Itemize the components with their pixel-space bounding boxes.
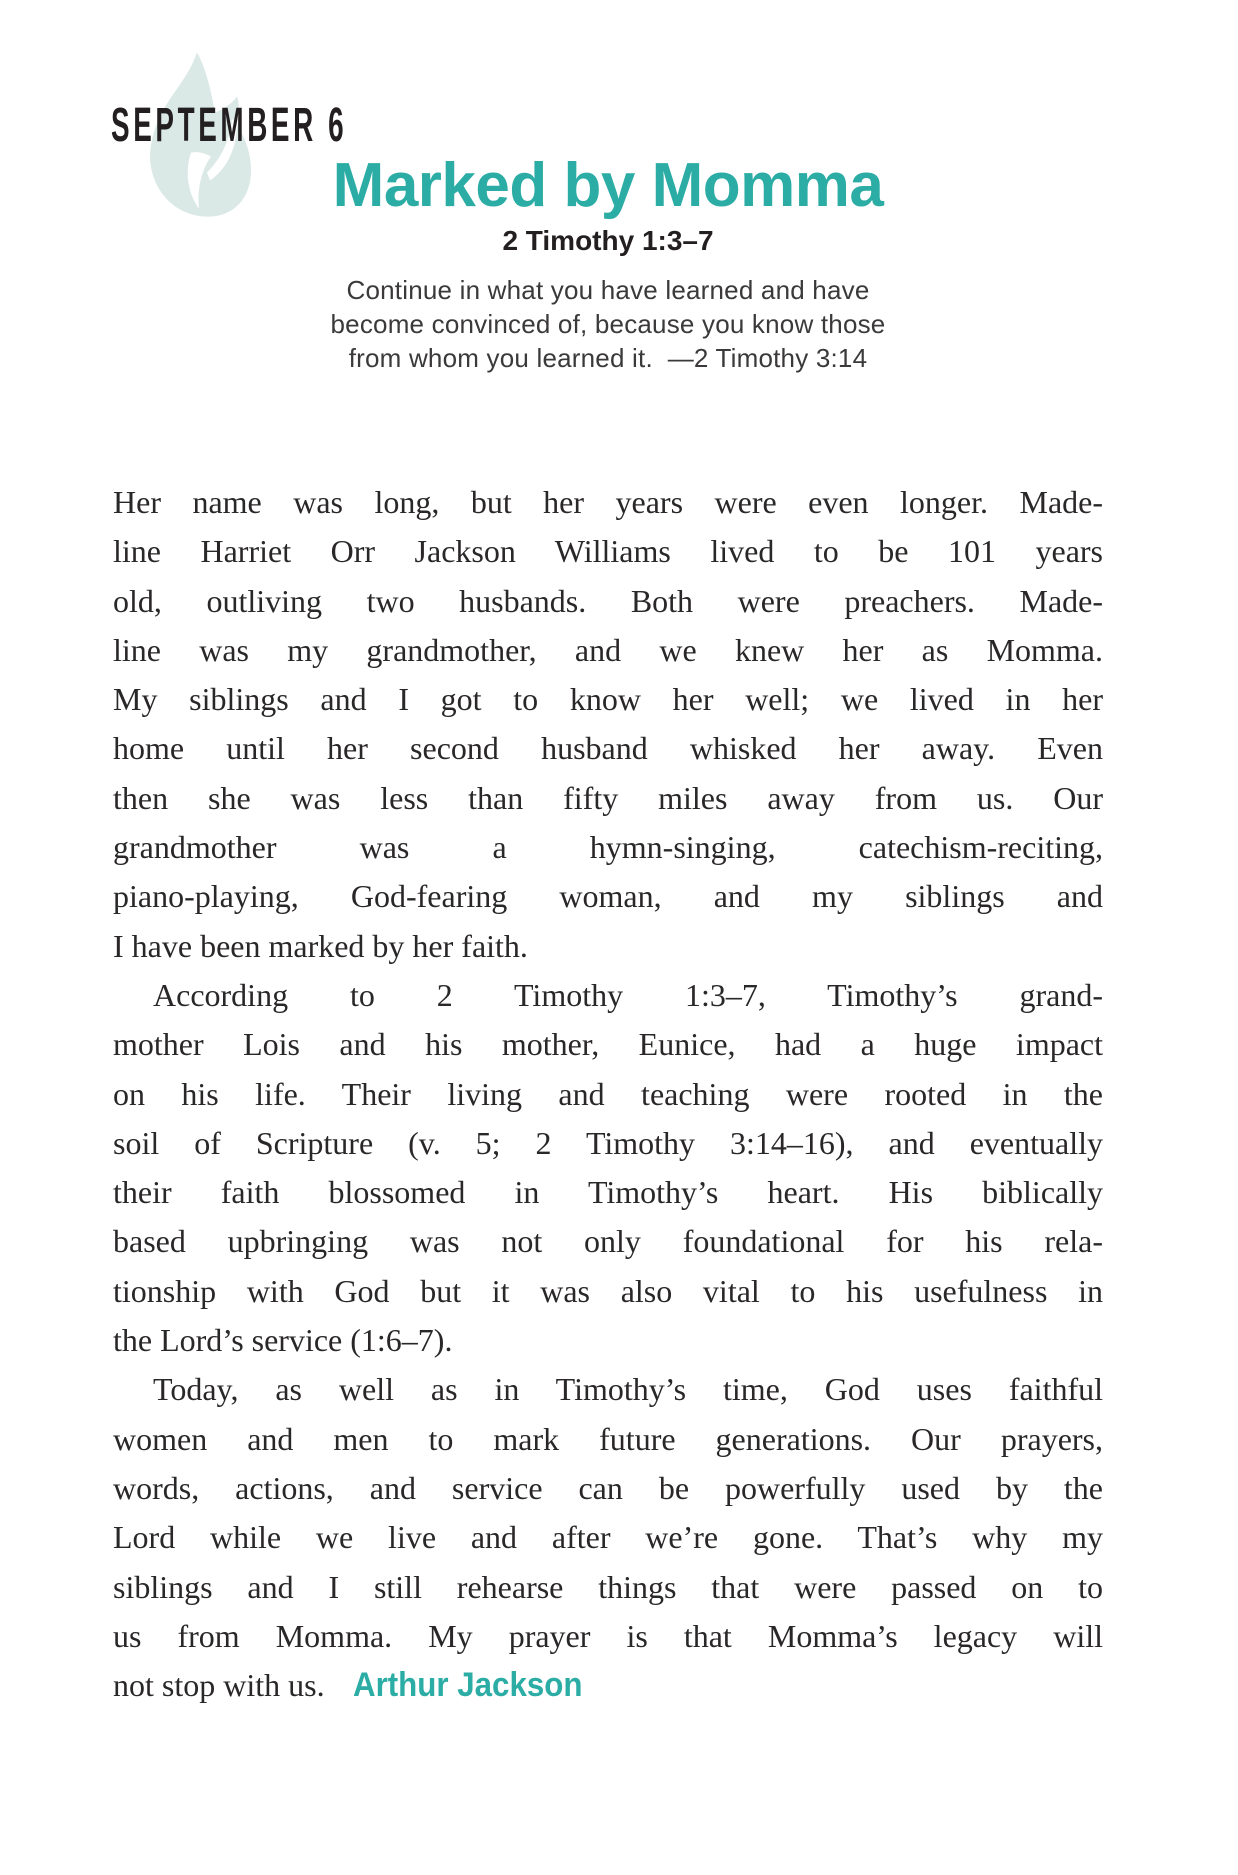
body-line: tionship with God but it was also vital to his usefulness in <box>113 1272 1103 1309</box>
paragraph <box>113 1365 1103 1710</box>
author-byline: Arthur Jackson <box>352 1666 583 1705</box>
body-line: women and men to mark future generations. Our prayers, <box>113 1420 1103 1457</box>
body-line: According to 2 Timothy 1:3–7, Timothy’s grand- <box>153 976 1103 1013</box>
body-line: soil of Scripture (v. 5; 2 Timothy 3:14–16), and eventually <box>113 1124 1103 1161</box>
verse-line: become convinced of, because you know those <box>330 309 886 339</box>
body-line: old, outliving two husbands. Both were preachers. Made- <box>113 582 1103 619</box>
page-title: Marked by Momma <box>332 151 884 220</box>
verse-text <box>113 273 1103 375</box>
verse-line: Continue in what you have learned and have <box>346 275 870 305</box>
body-line: grandmother was a hymn-singing, catechism-reciting, <box>113 829 1103 866</box>
body-line: My siblings and I got to know her well; we lived in her <box>113 681 1103 718</box>
verse-line: from whom you learned it. —2 Timothy 3:14 <box>348 343 868 373</box>
body-line: line was my grandmother, and we knew her as Momma. <box>113 631 1103 668</box>
body-line: their faith blossomed in Timothy’s heart. His biblically <box>113 1174 1103 1211</box>
body-line: Her name was long, but her years were even longer. Made- <box>113 484 1103 520</box>
body-line: home until her second husband whisked her away. Even <box>113 730 1103 767</box>
body-line: us from Momma. My prayer is that Momma’s legacy will <box>113 1617 1103 1654</box>
body-line: based upbringing was not only foundational for his rela- <box>113 1223 1103 1260</box>
body-line: piano-playing, God-fearing woman, and my siblings and <box>113 878 1103 915</box>
body-line: Lord while we live and after we’re gone. That’s why my <box>113 1519 1103 1556</box>
body-line: Today, as well as in Timothy’s time, God uses faithful <box>153 1371 1103 1408</box>
body-line: mother Lois and his mother, Eunice, had a huge impact <box>113 1026 1103 1063</box>
scripture-reference: 2 Timothy 1:3–7 <box>502 225 714 256</box>
body-line: line Harriet Orr Jackson Williams lived to be 101 years <box>113 533 1103 570</box>
date-label: SEPTEMBER 6 <box>111 99 348 152</box>
paragraph <box>113 478 1103 971</box>
body-text <box>113 478 1103 1710</box>
body-line: then she was less than fifty miles away from us. Our <box>113 779 1103 816</box>
body-line: I have been marked by her faith. <box>113 927 528 964</box>
body-line: siblings and I still rehearse things that were passed on to <box>113 1568 1103 1605</box>
body-line: the Lord’s service (1:6–7). <box>113 1322 453 1359</box>
body-line: on his life. Their living and teaching were rooted in the <box>113 1075 1103 1112</box>
body-line: words, actions, and service can be powerfully used by the <box>113 1469 1103 1506</box>
paragraph <box>113 971 1103 1365</box>
body-line: not stop with us. Arthur Jackson <box>113 1661 1103 1710</box>
